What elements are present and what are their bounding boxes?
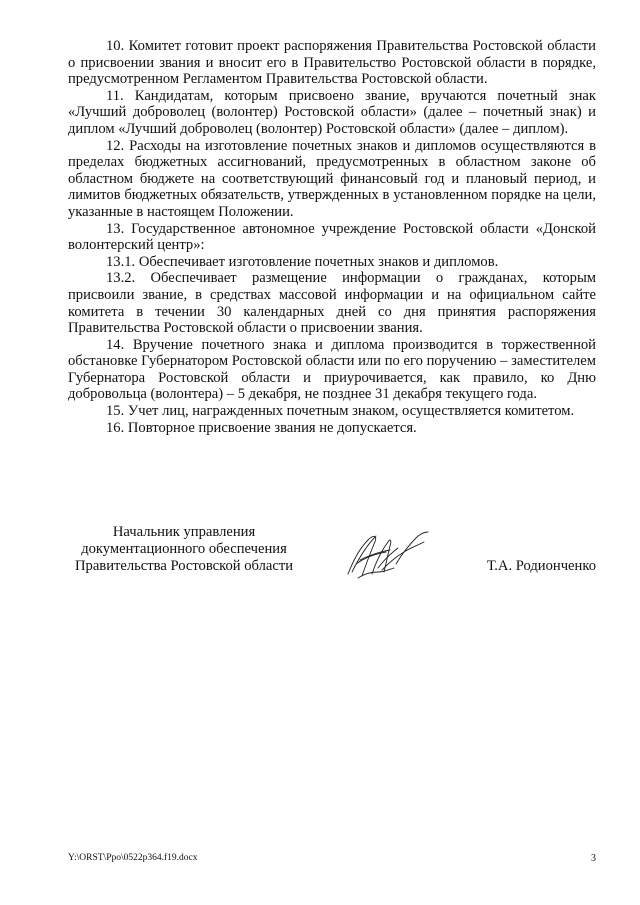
signatory-name: Т.А. Родионченко (486, 558, 596, 574)
paragraph-13-1: 13.1. Обеспечивает изготовление почетных знаков и дипломов. (106, 253, 499, 270)
page-number: 3 (591, 853, 596, 864)
signature-block (68, 524, 596, 594)
footer-file-path: Y:\ORST\Ppo\0522p364.f19.docx (68, 853, 198, 863)
paragraph-15: 15. Учет лиц, награжденных почетным знаком, осуществляется комитетом. (106, 403, 575, 420)
handwritten-signature (338, 524, 438, 584)
paragraph-12: 12. Расходы на изготовление почетных знаков и дипломов осуществляются в пределах бюджетных ассигнований, предусмотренных в областном законе об областном бюджете на соответствующий финансовый год и плановый период, и лимитов бюджетных обязательств, утвержденных в установленном порядке на цели, указанные в настоящем Положении. (68, 137, 596, 220)
document-body (68, 38, 596, 436)
signatory-title-line: документационного обеспечения (81, 541, 287, 557)
signatory-title-line: Правительства Ростовской области (74, 558, 294, 574)
signatory-title (68, 524, 300, 575)
paragraph-13: 13. Государственное автономное учреждение Ростовской области «Донской волонтерский центр»: (68, 220, 596, 254)
paragraph-13-2: 13.2. Обеспечивает размещение информации о гражданах, которым присвоили звание, в средствах массовой информации и на официальном сайте комитета в течении 30 календарных дней со дня принятия распоряжения Правительства Ростовской области о присвоении звания. (68, 270, 596, 337)
signatory-title-line: Начальник управления (112, 524, 256, 540)
paragraph-11: 11. Кандидатам, которым присвоено звание, вручаются почетный знак «Лучший доброволец (волонтер) Ростовской области» (далее – почетный знак) и диплом «Лучший доброволец (волонтер) Ростовской области» (далее – диплом). (68, 87, 596, 137)
paragraph-16: 16. Повторное присвоение звания не допускается. (106, 419, 417, 436)
paragraph-10: 10. Комитет готовит проект распоряжения Правительства Ростовской области о присвоении звания и вносит его в Правительство Ростовской области в порядке, предусмотренном Регламентом Правительства Ростовской области. (68, 38, 596, 88)
paragraph-14: 14. Вручение почетного знака и диплома производится в торжественной обстановке Губернатором Ростовской области или по его поручению – заместителем Губернатора Ростовской области и приурочивается, как правило, ко Дню добровольца (волонтера) – 5 декабря, не позднее 31 декабря текущего года. (68, 336, 596, 403)
